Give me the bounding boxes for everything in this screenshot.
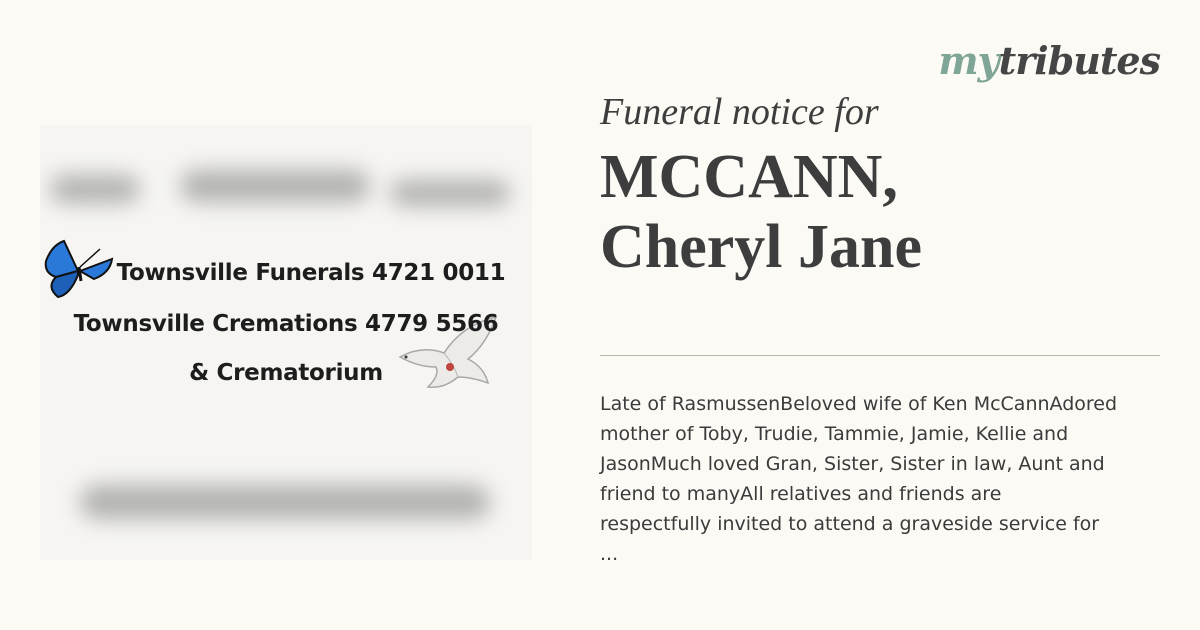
excerpt-line: Late of RasmussenBeloved wife of Ken McCannAdored <box>600 393 1118 415</box>
crematorium-label: & Crematorium <box>189 360 383 386</box>
excerpt-line: JasonMuch loved Gran, Sister, Sister in law, Aunt and <box>600 453 1105 475</box>
logo-suffix: tributes <box>998 38 1160 83</box>
deceased-surname: MCCANN, <box>600 143 898 211</box>
mytributes-logo[interactable] <box>938 38 1160 83</box>
excerpt-line: mother of Toby, Trudie, Tammie, Jamie, Kellie and <box>600 423 1069 445</box>
funeral-home-name: Townsville Funerals 4721 0011 <box>116 260 506 286</box>
deceased-name <box>600 142 922 282</box>
excerpt-ellipsis: ... <box>600 543 619 565</box>
funeral-home-image <box>40 125 532 560</box>
notice-excerpt <box>600 389 1160 569</box>
crematorium-name: Townsville Cremations 4779 5566 <box>73 311 499 337</box>
blurred-text <box>390 180 510 206</box>
blurred-text <box>180 170 370 202</box>
excerpt-line: friend to manyAll relatives and friends are <box>600 483 1002 505</box>
divider <box>600 355 1160 356</box>
deceased-given-names: Cheryl Jane <box>600 213 923 281</box>
excerpt-line: respectfully invited to attend a graveside service for <box>600 513 1100 535</box>
logo-prefix: my <box>938 38 999 83</box>
blurred-text <box>80 485 490 519</box>
blurred-text <box>50 175 140 203</box>
notice-kicker: Funeral notice for <box>600 91 879 133</box>
